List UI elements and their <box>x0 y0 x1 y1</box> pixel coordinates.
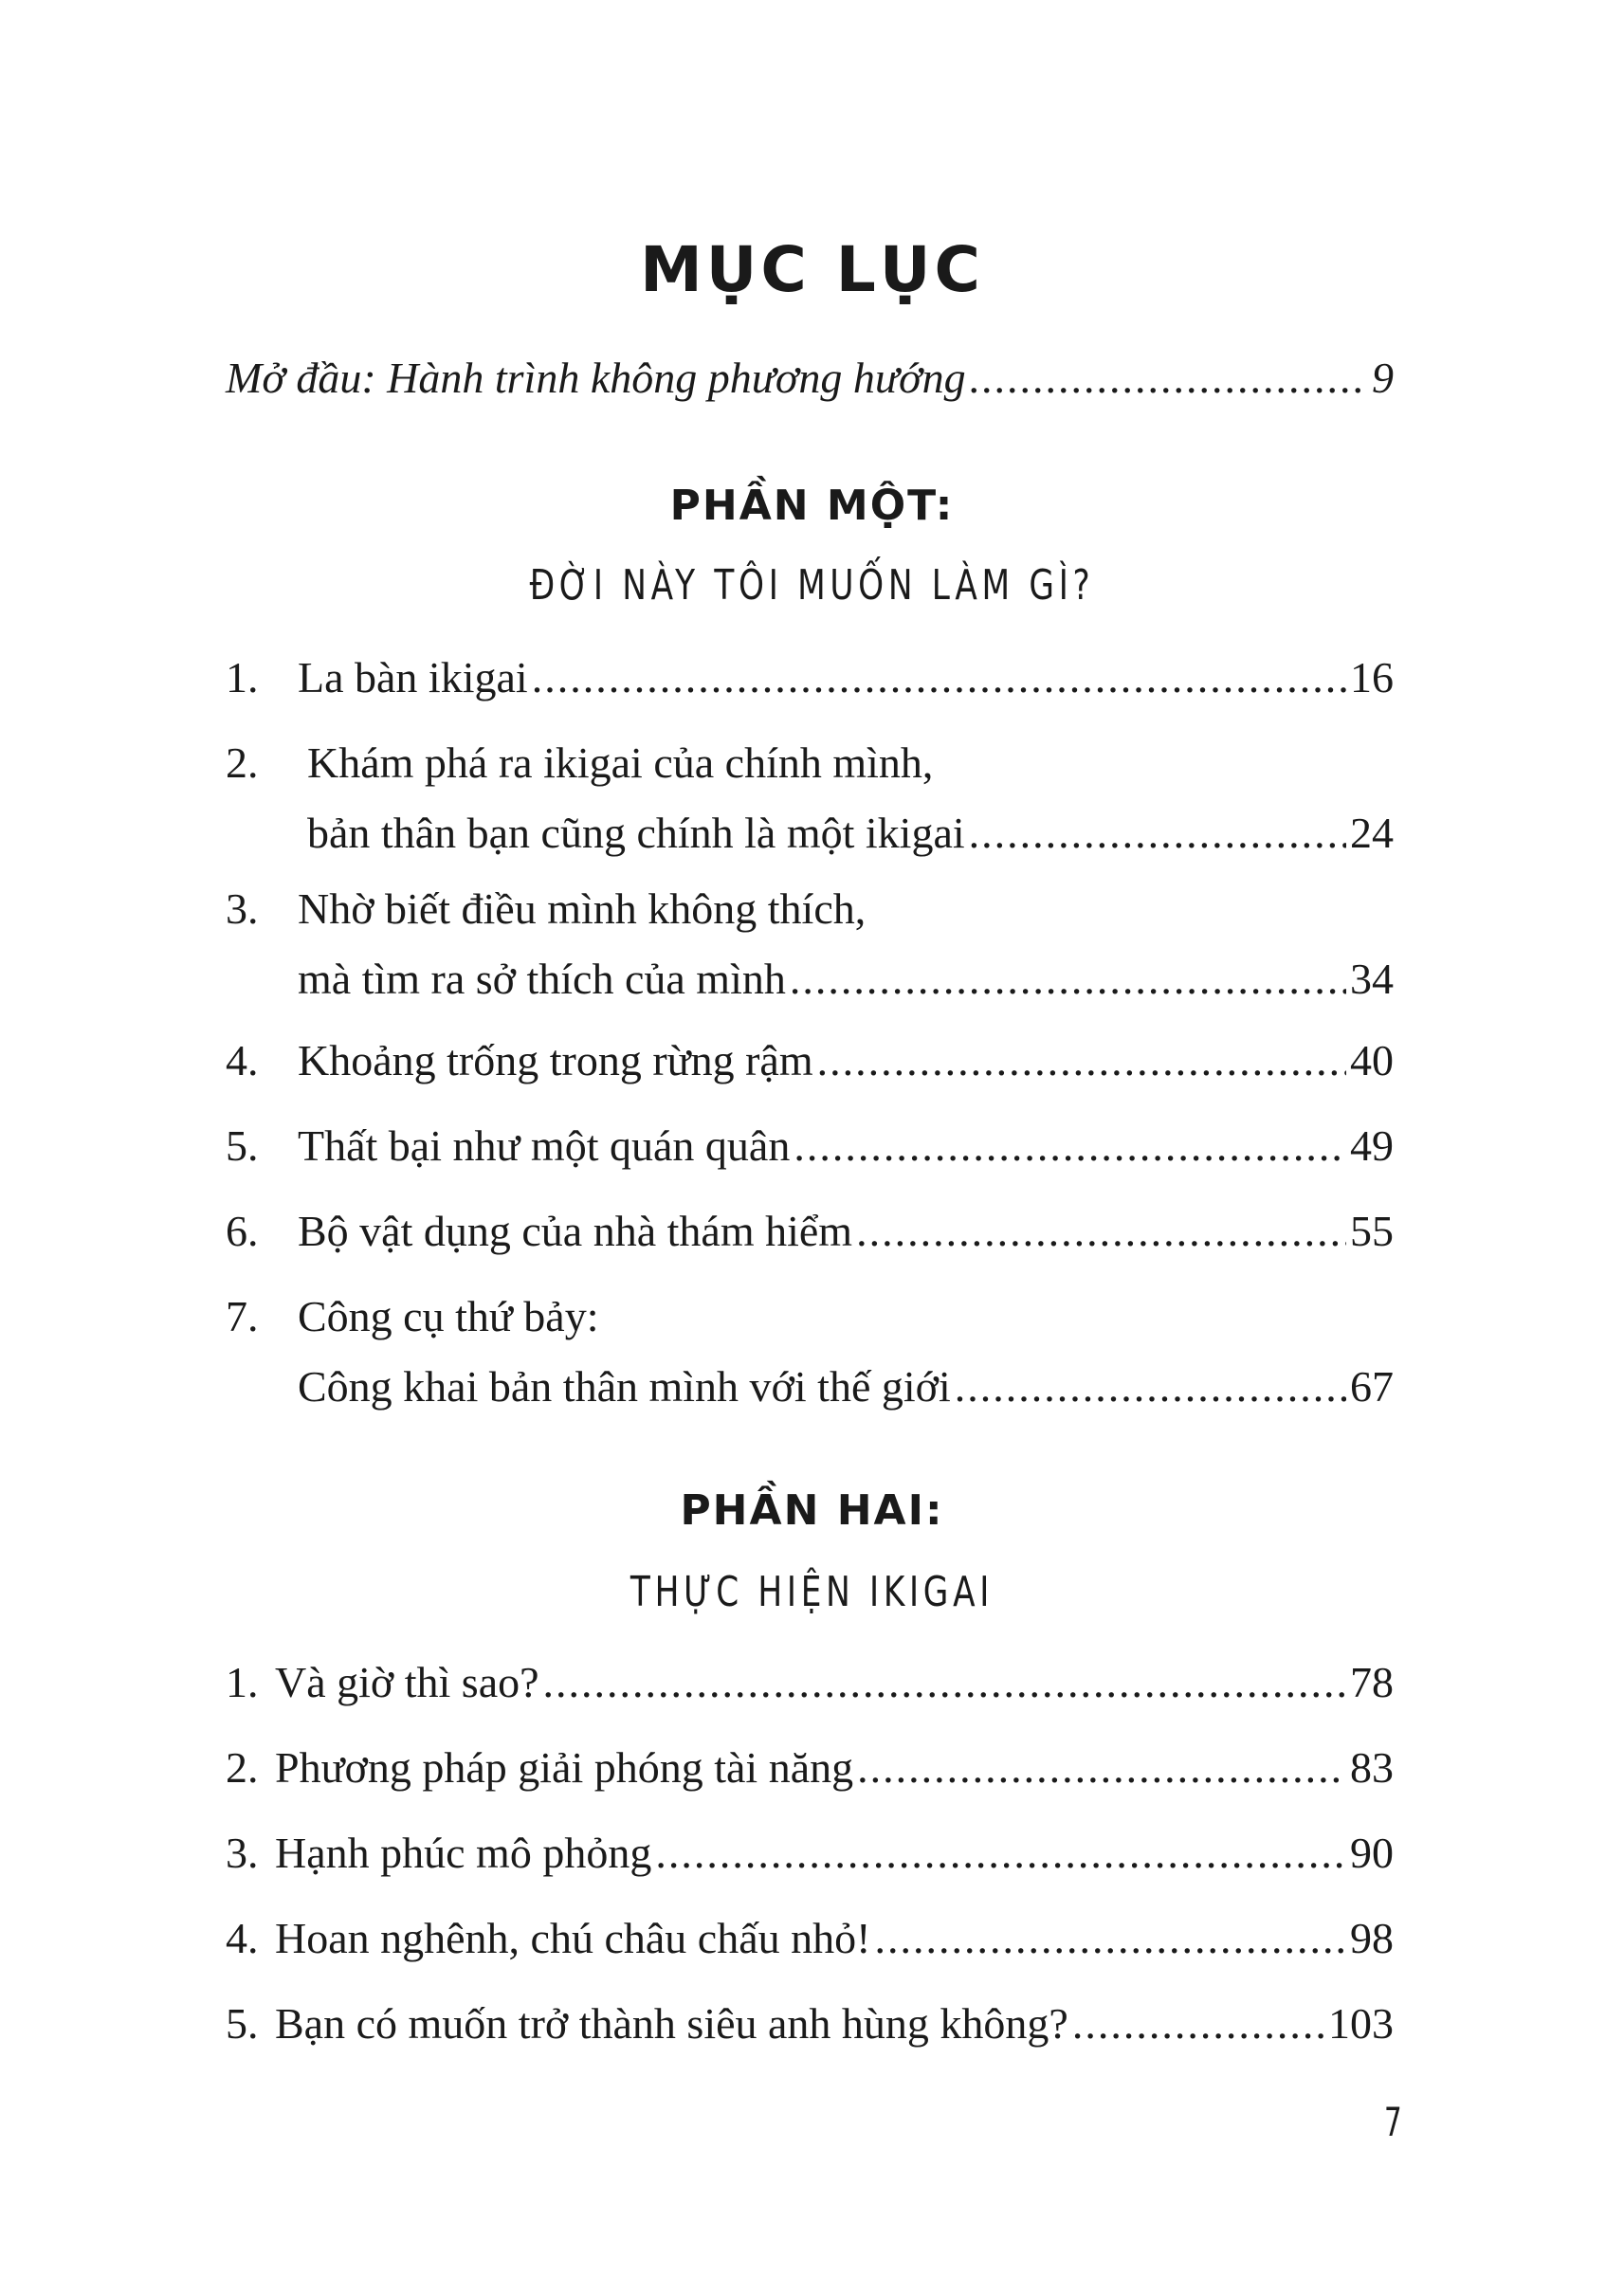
dot-leader <box>970 343 1368 413</box>
toc-entry-page: 83 <box>1350 1743 1394 1792</box>
toc-entry-page: 9 <box>1372 354 1394 402</box>
toc-entry-number: 2. <box>226 738 259 787</box>
dot-leader <box>532 643 1346 713</box>
toc-entry-page: 90 <box>1350 1829 1394 1877</box>
dot-leader <box>790 944 1346 1014</box>
toc-entry-number: 5. <box>226 1999 259 2048</box>
toc-entry-number: 6. <box>226 1207 259 1255</box>
part-two-heading: PHẦN HAI: <box>680 1486 944 1535</box>
dot-leader <box>794 1111 1346 1181</box>
toc-entry-text: bản thân bạn cũng chính là một ikigai <box>307 809 965 857</box>
toc-entry-number: 5. <box>226 1121 259 1170</box>
part-one-heading: PHẦN MỘT: <box>669 482 955 530</box>
toc-entry-text: Hạnh phúc mô phỏng <box>275 1829 652 1877</box>
toc-entry-intro[interactable] <box>226 343 1394 413</box>
toc-entry-text-line1: Công cụ thứ bảy: <box>298 1292 599 1340</box>
toc-title: MỤC LỤC <box>640 233 984 306</box>
dot-leader <box>1072 1989 1324 2059</box>
toc-entry[interactable] <box>226 1648 1394 1718</box>
toc-entry-page: 40 <box>1350 1036 1394 1084</box>
toc-entry-number: 2. <box>226 1743 259 1792</box>
dot-leader <box>874 1903 1346 1974</box>
toc-entry-text: Thất bại như một quán quân <box>298 1121 791 1170</box>
toc-entry-text: mà tìm ra sở thích của mình <box>298 955 786 1003</box>
toc-entry-page: 24 <box>1350 809 1394 857</box>
toc-entry-text: La bàn ikigai <box>298 653 528 701</box>
toc-entry-text: Bộ vật dụng của nhà thám hiểm <box>298 1207 853 1255</box>
toc-entry-number: 7. <box>226 1292 259 1340</box>
dot-leader <box>655 1818 1346 1888</box>
page-number: 7 <box>1384 2099 1402 2145</box>
toc-entry-page: 16 <box>1350 653 1394 701</box>
toc-entry[interactable] <box>226 1733 1394 1803</box>
toc-entry-text: Và giờ thì sao? <box>275 1658 539 1706</box>
dot-leader <box>955 1352 1346 1422</box>
toc-entry-text-line1: Nhờ biết điều mình không thích, <box>298 884 867 933</box>
toc-entry[interactable] <box>226 1026 1394 1096</box>
toc-entry-page: 103 <box>1328 1999 1394 2048</box>
toc-entry-number: 3. <box>226 884 259 933</box>
toc-entry-page: 55 <box>1350 1207 1394 1255</box>
toc-entry-page: 98 <box>1350 1914 1394 1962</box>
toc-entry[interactable] <box>226 1282 1394 1422</box>
part-two-subtitle: THỰC HIỆN IKIGAI <box>630 1568 994 1616</box>
toc-entry[interactable] <box>226 1111 1394 1181</box>
toc-entry[interactable] <box>226 728 1394 868</box>
dot-leader <box>969 798 1346 868</box>
toc-entry-number: 4. <box>226 1914 259 1962</box>
toc-entry-number: 1. <box>226 653 259 701</box>
toc-entry-number: 4. <box>226 1036 259 1084</box>
toc-entry-page: 34 <box>1350 955 1394 1003</box>
dot-leader <box>543 1648 1346 1718</box>
dot-leader <box>857 1733 1346 1803</box>
toc-entry-page: 49 <box>1350 1121 1394 1170</box>
toc-entry-number: 1. <box>226 1658 259 1706</box>
toc-entry-page: 78 <box>1350 1658 1394 1706</box>
toc-entry-text: Bạn có muốn trở thành siêu anh hùng không? <box>275 1999 1068 2048</box>
toc-entry-page: 67 <box>1350 1362 1394 1411</box>
toc-entry-number: 3. <box>226 1829 259 1877</box>
toc-entry[interactable] <box>226 1196 1394 1266</box>
toc-entry[interactable] <box>226 874 1394 1014</box>
dot-leader <box>817 1026 1346 1096</box>
dot-leader <box>856 1196 1346 1266</box>
part-one-subtitle: ĐỜI NÀY TÔI MUỐN LÀM GÌ? <box>529 561 1095 610</box>
toc-entry-text: Khoảng trống trong rừng rậm <box>298 1036 813 1084</box>
toc-entry-text-line1: Khám phá ra ikigai của chính mình, <box>307 738 934 787</box>
toc-entry[interactable] <box>226 1989 1394 2059</box>
toc-entry[interactable] <box>226 643 1394 713</box>
toc-entry-text: Phương pháp giải phóng tài năng <box>275 1743 854 1792</box>
toc-entry-text: Công khai bản thân mình với thế giới <box>298 1362 951 1411</box>
toc-entry[interactable] <box>226 1818 1394 1888</box>
toc-entry[interactable] <box>226 1903 1394 1974</box>
toc-entry-text: Mở đầu: Hành trình không phương hướng <box>226 354 966 402</box>
toc-entry-text: Hoan nghênh, chú châu chấu nhỏ! <box>275 1914 871 1962</box>
